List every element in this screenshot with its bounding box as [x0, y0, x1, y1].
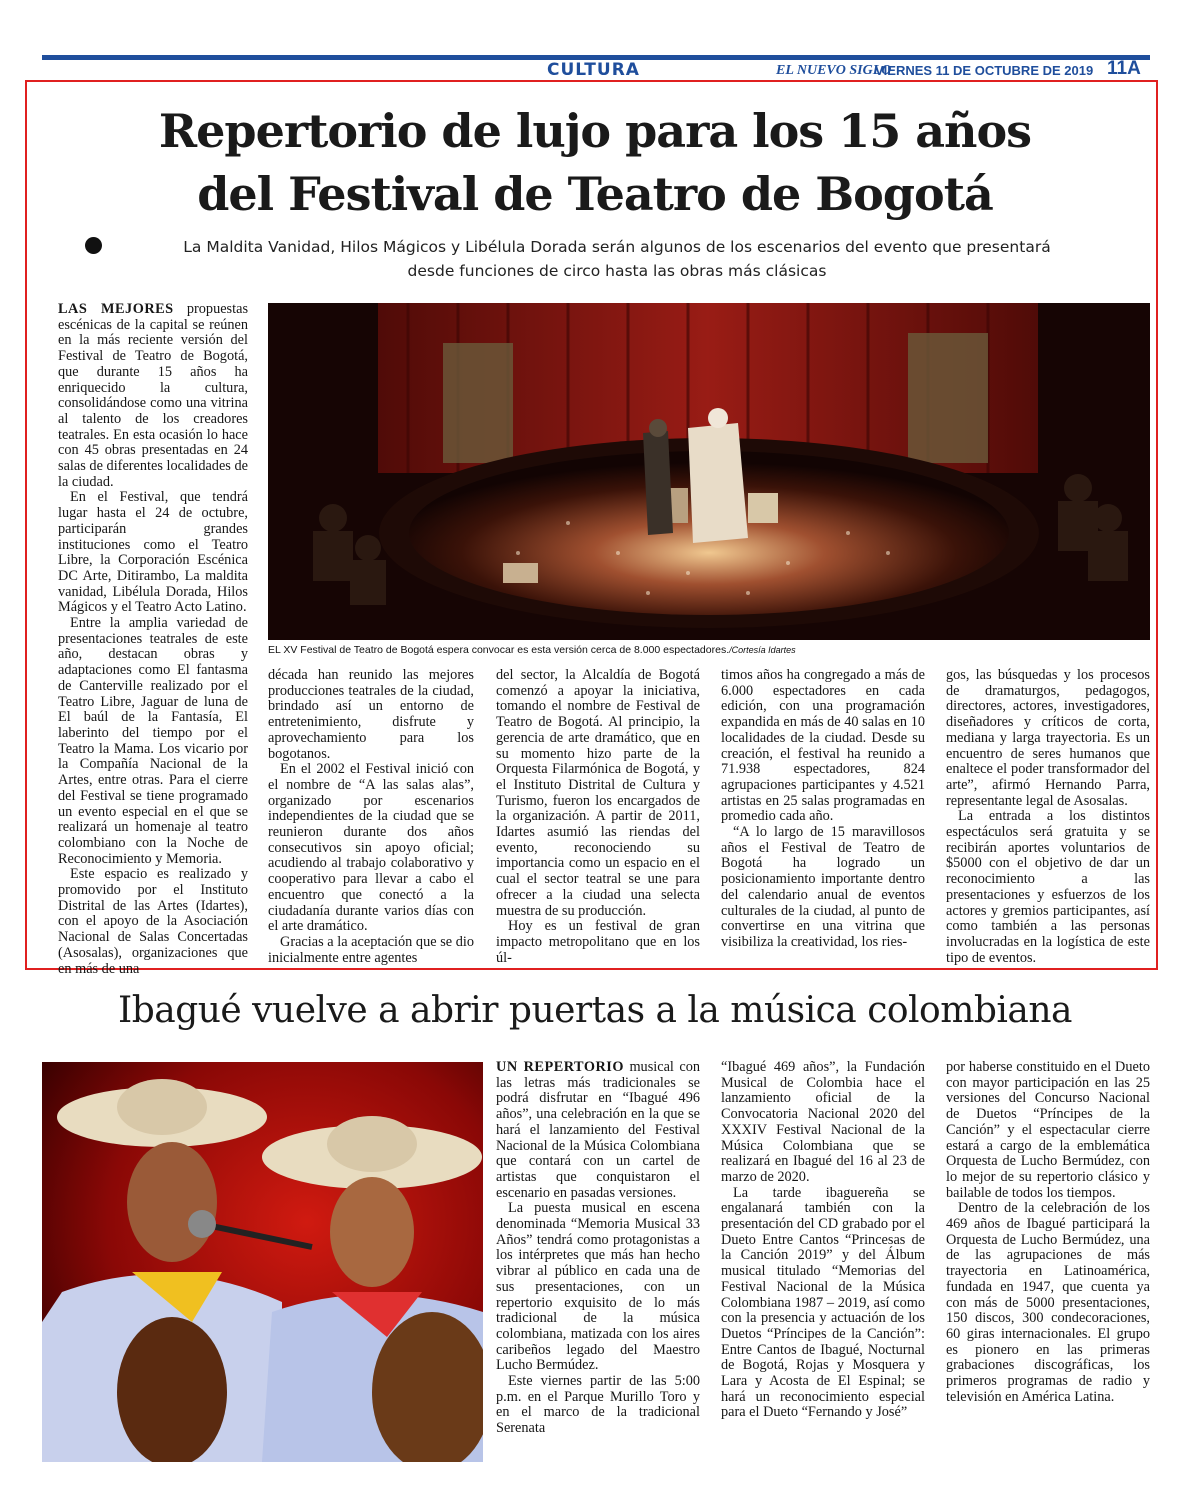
paragraph: “A lo largo de 15 maravillosos años el Festival de Teatro de Bogotá ha logrado un posicionamiento importante dentro del calendario anual de eventos culturales de la ciudad, al punto de convertirse en una vitrina que visibiliza la creatividad, los ries-	[721, 824, 925, 950]
paragraph: propuestas escénicas de la capital se reúnen en la más reciente versión del Festival de Teatro de Bogotá, que durante 15 años ha enriquecido la cultura, consolidándose como una vitrina al talento de los creadores teatrales. En esta ocasión lo hace con 45 obras presentadas en 24 salas de diferentes localidades de la ciudad.	[58, 301, 249, 490]
photo-credit: /Cortesía Idartes	[729, 645, 796, 655]
paragraph: Este espacio es realizado y promovido por el Instituto Distrital de las Artes (Idartes), con el apoyo de la Asociación Nacional de Salas Concertadas (Asosalas), organizaciones que en más de una	[58, 866, 248, 977]
story1-column-3	[496, 668, 700, 966]
paragraph: Entre la amplia variedad de presentaciones teatrales de este año, destacan obras y adaptaciones como El fantasma de Canterville realizado por el Teatro Libre, Jaguar de luna de El baúl de la Fantasía, El laberinto del tiempo por el Teatro la Mama. Los vicario por la Compañía Nacional de la Artes, entre otras. Para el cierre del Festival se tiene programado un evento especial en el que se realizará un homenaje al teatro colombiano con la Noche de Reconocimiento y Memoria.	[58, 615, 248, 867]
paragraph: del sector, la Alcaldía de Bogotá comenzó a apoyar la iniciativa, tomando el nombre de Festival de Teatro de Bogotá. Al principio, la gerencia de arte dramático, que en su momento hizo parte de la Orquesta Filarmónica de Bogotá, y el Instituto Distrital de Cultura y Turismo, fueron los encargados de la organización. A partir de 2011, Idartes asumió las riendas del evento, reconociendo su importancia como un espacio en el cual el sector teatral se une para ofrecer a la ciudad una selecta muestra de su producción.	[496, 667, 700, 919]
story1-column-2	[268, 668, 474, 966]
theater-stage-photo	[268, 303, 1150, 640]
bullet-icon	[85, 237, 102, 254]
paragraph: musical con las letras más tradicionales se podrá disfrutar en “Ibagué 496 años”, una celebración en la que se hará el lanzamiento del Festival Nacional de la Música Colombiana que contará con un cartel de artistas que conquistaron el escenario en pasadas versiones.	[496, 1059, 701, 1201]
paragraph: En el 2002 el Festival inició con el nombre de “A las salas alas”, organizado por escenarios independientes de la ciudad que se reunieron durante dos años consecutivos sin apoyo oficial; acudiendo al trabajo colaborativo y cooperativo para llevar a cabo el encuentro que conectó a la ciudadanía durante varios días con el arte dramático.	[268, 761, 474, 935]
newspaper-masthead: EL NUEVO SIGLO	[776, 63, 892, 78]
headline-line-1: Repertorio de lujo para los 15 años	[158, 104, 1032, 158]
paragraph: Dentro de la celebración de los 469 años de Ibagué participará la Orquesta de Lucho Bermúdez, una de las agrupaciones de más trayectoria en Latinoamérica, fundada en 1947, que cuenta ya con más de 5000 presentaciones, 150 discos, 300 condecoraciones, 60 giras internacionales. El grupo es pionero en las primeras grabaciones discográficas, los primeros programas de radio y televisión en América Latina.	[946, 1200, 1150, 1405]
caption-text: EL XV Festival de Teatro de Bogotá espera convocar es esta versión cerca de 8.000 espectadores.	[268, 644, 730, 656]
issue-date: VIERNES 11 DE OCTUBRE DE 2019	[875, 63, 1094, 78]
story2-column-2	[721, 1060, 925, 1421]
paragraph: década han reunido las mejores producciones teatrales de la ciudad, brindado así un entorno de entretenimiento, disfrute y aprovechamiento para los bogotanos.	[268, 667, 474, 762]
paragraph: Hoy es un festival de gran impacto metropolitano que en los úl-	[496, 918, 700, 966]
lead-word: UN REPERTORIO	[496, 1059, 624, 1075]
paragraph: Gracias a la aceptación que se dio inicialmente entre agentes	[268, 933, 474, 966]
page-number: 11A	[1107, 58, 1141, 79]
paragraph: La entrada a los distintos espectáculos será gratuita y se recibirán aportes voluntarios de $5000 con el objetivo de dar un reconocimiento a las presentaciones y esfuerzos de los actores y gremios participantes, así como también a las personas involucradas en la logística de este tipo de eventos.	[946, 808, 1150, 966]
story2-headline: Ibagué vuelve a abrir puertas a la música colombiana	[117, 990, 1073, 1031]
paragraph: La tarde ibaguereña se engalanará también con la presentación del CD grabado por el Dueto Entre Cantos “Princesas de la Canción 2019” y del Álbum musical titulado “Memorias del Festival Nacional de la Música Colombiana 1987 – 2019, así como con la presencia y actuación de los Duetos “Príncipes de la Canción”: Entre Cantos de Ibagué, Nocturnal de Bogotá, Rojas y Mosquera y Lara y Acosta de El Espinal; se hará un reconocimiento especial para el Dueto “Fernando y José”	[721, 1184, 925, 1421]
lead-word: LAS MEJORES	[58, 301, 174, 317]
paragraph: En el Festival, que tendrá lugar hasta el 24 de octubre, participarán grandes instituciones como el Teatro Libre, la Corporación Escénica DC Arte, Ditirambo, La maldita vanidad, Libélula Dorada, Hilos Mágicos y el Teatro Acto Latino.	[58, 489, 248, 616]
story1-column-4	[721, 668, 925, 951]
paragraph: por haberse constituido en el Dueto con mayor participación en las 25 versiones del Concurso Nacional de Duetos “Príncipes de la Canción” y el espectacular cierre estará a cargo de la emblemática Orquesta de Lucho Bermúdez, con lo mejor de su repertorio clásico y bailable de todos los tiempos.	[946, 1059, 1150, 1201]
paragraph: La puesta musical en escena denominada “Memoria Musical 33 Años” tendrá como protagonistas a los intérpretes que más han hecho vibrar al público en cada una de sus presentaciones, con un repertorio exquisito de lo más tradicional de la música colombiana, matizada con los aires caribeños legado del Maestro Lucho Bermúdez.	[496, 1200, 700, 1374]
page-header	[42, 55, 1150, 81]
dek-line-2: desde funciones de circo hasta las obras más clásicas	[407, 262, 827, 280]
headline-line-2: del Festival de Teatro de Bogotá	[197, 167, 993, 221]
paragraph: “Ibagué 469 años”, la Fundación Musical de Colombia hace el lanzamiento oficial de la Convocatoria Nacional 2020 del XXXIV Festival Nacional de la Música Colombiana que se realizará en Ibagué del 16 al 23 de marzo de 2020.	[721, 1059, 925, 1185]
musicians-photo	[42, 1062, 483, 1462]
story1-column-5	[946, 668, 1150, 966]
dek-line-1: La Maldita Vanidad, Hilos Mágicos y Libélula Dorada serán algunos de los escenarios del evento que presentará	[183, 238, 1051, 256]
section-label: CULTURA	[547, 60, 640, 80]
paragraph: timos años ha congregado a más de 6.000 espectadores en cada edición, con una programación expandida en más de 40 salas en 10 localidades de la ciudad. Desde su creación, el festival ha reunido a 71.938 espectadores, 824 agrupaciones participantes y 4.521 artistas en 25 salas programadas en promedio cada año.	[721, 667, 925, 825]
paragraph: gos, las búsquedas y los procesos de dramaturgos, pedagogos, directores, actores, investigadores, diseñadores y críticos de corta, mediana y larga trayectoria. Es un encuentro de seres humanos que enaltece el poder transformador del arte”, afirmó Hernando Parra, representante legal de Asosalas.	[946, 667, 1150, 809]
story2-column-1	[496, 1060, 700, 1437]
story2-column-3	[946, 1060, 1150, 1405]
paragraph: Este viernes partir de las 5:00 p.m. en el Parque Murillo Toro y en el marco de la tradicional Serenata	[496, 1373, 700, 1437]
story1-column-1	[58, 302, 248, 977]
photo-caption	[268, 644, 1148, 656]
